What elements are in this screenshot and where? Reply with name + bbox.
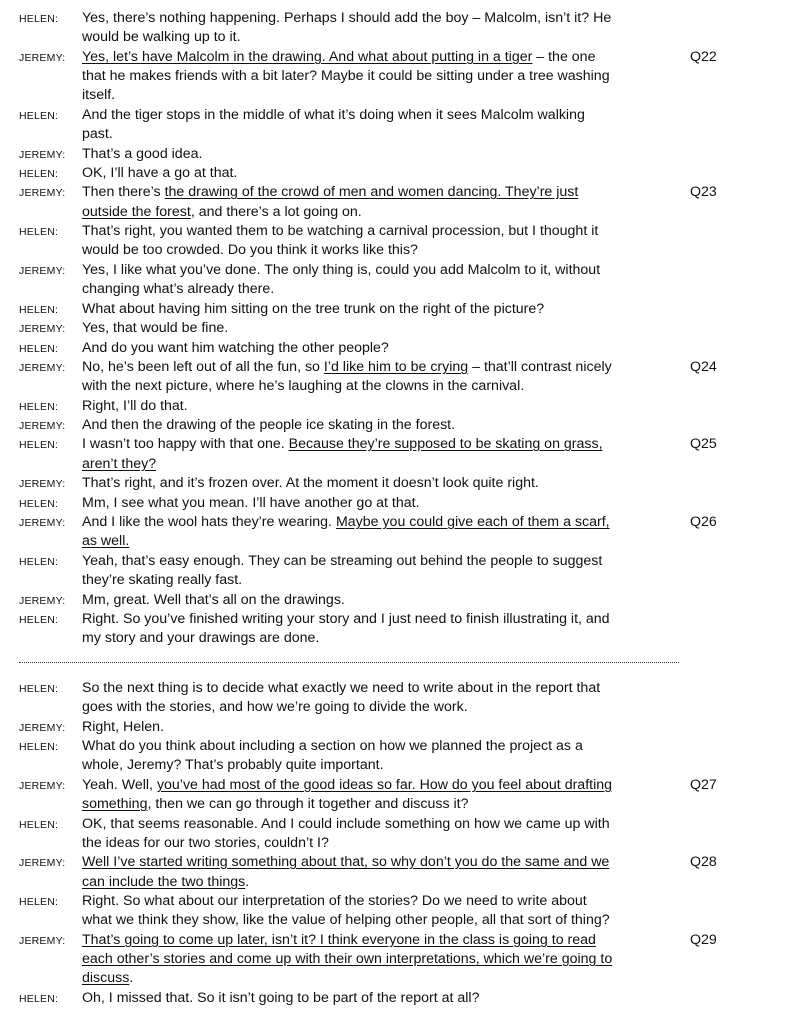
transcript-line	[0, 183, 789, 202]
transcript-line	[0, 125, 789, 144]
dialogue-text	[82, 552, 602, 571]
text-segment: .	[129, 970, 134, 986]
dialogue-text	[82, 319, 228, 338]
speaker-label: HELEN:	[19, 819, 59, 831]
transcript-line	[0, 28, 789, 47]
speaker-label: HELEN:	[19, 498, 59, 510]
transcript-line	[0, 513, 789, 532]
text-segment: Then there’s	[82, 184, 165, 200]
text-segment: Mm, I see what you mean. I’ll have another go at that.	[82, 495, 420, 511]
underlined-answer-text: Maybe you could give each of them a scarf,	[335, 514, 610, 530]
dialogue-text	[82, 494, 420, 513]
text-segment: And do you want him watching the other people?	[82, 340, 389, 356]
transcript-line	[0, 416, 789, 435]
underlined-answer-text: as well.	[82, 533, 130, 549]
dialogue-text	[82, 911, 610, 930]
dialogue-text	[82, 474, 539, 493]
speaker-label: JEREMY:	[19, 722, 66, 734]
underlined-answer-text: Because they’re supposed to be skating on grass,	[288, 436, 603, 452]
text-segment: What do you think about including a section on how we planned the project as a	[82, 738, 583, 754]
speaker-label: HELEN:	[19, 439, 59, 451]
question-number: Q27	[690, 777, 717, 793]
transcript-line	[0, 718, 789, 737]
text-segment: past.	[82, 126, 113, 142]
underlined-answer-text: outside the forest	[82, 204, 191, 220]
text-segment: my story and your drawings are done.	[82, 630, 320, 646]
transcript-line	[0, 474, 789, 493]
transcript-line	[0, 737, 789, 756]
text-segment: would be walking up to it.	[82, 29, 241, 45]
transcript-line	[0, 873, 789, 892]
transcript-line	[0, 358, 789, 377]
speaker-label: HELEN:	[19, 896, 59, 908]
speaker-label: HELEN:	[19, 401, 59, 413]
underlined-answer-text: Yes, let’s have Malcolm in the drawing. And what about putting in a tiger	[82, 49, 533, 65]
dialogue-text	[82, 532, 129, 551]
transcript-line	[0, 795, 789, 814]
question-number: Q25	[690, 436, 717, 452]
dialogue-text	[82, 145, 202, 164]
transcript-line	[0, 494, 789, 513]
dialogue-text	[82, 571, 242, 590]
dialogue-text	[82, 164, 237, 183]
dialogue-text	[82, 756, 384, 775]
dialogue-text	[82, 358, 612, 377]
text-segment: OK, that seems reasonable. And I could include something on how we came up with	[82, 816, 610, 832]
speaker-label: JEREMY:	[19, 517, 66, 529]
transcript-line	[0, 86, 789, 105]
dialogue-text	[82, 183, 578, 202]
speaker-label: JEREMY:	[19, 149, 66, 161]
speaker-label: HELEN:	[19, 304, 59, 316]
underlined-answer-text: you’ve had most of the good ideas so far. How do you feel about drafting	[156, 777, 613, 793]
dialogue-text	[82, 591, 345, 610]
transcript-line	[0, 610, 789, 629]
underlined-answer-text: discuss	[82, 970, 130, 986]
text-segment: – that’ll contrast nicely	[468, 359, 612, 375]
transcript-line	[0, 339, 789, 358]
text-segment: with the next picture, where he’s laughing at the clowns in the carnival.	[82, 378, 525, 394]
speaker-label: JEREMY:	[19, 935, 66, 947]
text-segment: And then the drawing of the people ice skating in the forest.	[82, 417, 456, 433]
dialogue-text	[82, 86, 115, 105]
dialogue-text	[82, 280, 274, 299]
dialogue-text	[82, 416, 455, 435]
underlined-answer-text: the drawing of the crowd of men and women dancing. They’re just	[164, 184, 579, 200]
dialogue-text	[82, 698, 468, 717]
dialogue-text	[82, 377, 524, 396]
dialogue-text	[82, 737, 583, 756]
speaker-label: JEREMY:	[19, 187, 66, 199]
text-segment: what we think they show, like the value of helping other people, all that sort of thing?	[82, 912, 610, 928]
dialogue-text	[82, 795, 468, 814]
speaker-label: JEREMY:	[19, 857, 66, 869]
transcript-line	[0, 300, 789, 319]
text-segment: OK, I’ll have a go at that.	[82, 165, 238, 181]
dialogue-text	[82, 48, 595, 67]
dialogue-text	[82, 873, 249, 892]
text-segment: Mm, great. Well that’s all on the drawings.	[82, 592, 345, 608]
speaker-label: JEREMY:	[19, 420, 66, 432]
dialogue-text	[82, 969, 133, 988]
underlined-answer-text: aren’t they?	[82, 456, 157, 472]
question-number: Q23	[690, 184, 717, 200]
dialogue-text	[82, 513, 610, 532]
speaker-label: HELEN:	[19, 741, 59, 753]
question-number: Q28	[690, 854, 717, 870]
dialogue-text	[82, 9, 611, 28]
text-segment: that he makes friends with a bit later? Maybe it could be sitting under a tree washing	[82, 68, 610, 84]
text-segment: What about having him sitting on the tree trunk on the right of the picture?	[82, 301, 545, 317]
text-segment: Right, I’ll do that.	[82, 398, 188, 414]
transcript-line	[0, 435, 789, 454]
transcript-line	[0, 776, 789, 795]
dialogue-text	[82, 339, 389, 358]
transcript-line	[0, 280, 789, 299]
dialogue-text	[82, 815, 610, 834]
transcript-line	[0, 532, 789, 551]
transcript-line	[0, 815, 789, 834]
dialogue-text	[82, 67, 610, 86]
transcript-line	[0, 455, 789, 474]
transcript-line	[0, 892, 789, 911]
text-segment: That’s a good idea.	[82, 146, 203, 162]
text-segment: That’s right, and it’s frozen over. At the moment it doesn’t look quite right.	[82, 475, 539, 491]
dialogue-text	[82, 989, 479, 1008]
underlined-answer-text: can include the two things	[82, 874, 246, 890]
text-segment: Yes, I like what you’ve done. The only thing is, could you add Malcolm to it, without	[82, 262, 601, 278]
text-segment: No, he’s been left out of all the fun, so	[82, 359, 324, 375]
text-segment: That’s right, you wanted them to be watching a carnival procession, but I thought it	[82, 223, 599, 239]
transcript-line	[0, 698, 789, 717]
text-segment: And I like the wool hats they’re wearing.	[82, 514, 336, 530]
dialogue-text	[82, 776, 612, 795]
speaker-label: JEREMY:	[19, 323, 66, 335]
transcript-line	[0, 203, 789, 222]
transcript-line	[0, 164, 789, 183]
text-segment: itself.	[82, 87, 116, 103]
transcript-line	[0, 106, 789, 125]
transcript-line	[0, 950, 789, 969]
speaker-label: JEREMY:	[19, 265, 66, 277]
underlined-answer-text: That’s going to come up later, isn’t it? I think everyone in the class is going to read	[82, 932, 596, 948]
text-segment: Right. So what about our interpretation of the stories? Do we need to write about	[82, 893, 587, 909]
transcript-line	[0, 629, 789, 648]
dialogue-text	[82, 679, 600, 698]
dialogue-text	[82, 853, 609, 872]
underlined-answer-text: I’d like him to be crying	[323, 359, 469, 375]
dialogue-text	[82, 261, 600, 280]
dialogue-text	[82, 222, 598, 241]
transcript-line	[0, 756, 789, 775]
underlined-answer-text: each other’s stories and come up with their own interpretations, which we’re going to	[82, 951, 613, 967]
dialogue-text	[82, 834, 329, 853]
underlined-answer-text: something	[82, 796, 148, 812]
speaker-label: JEREMY:	[19, 362, 66, 374]
dialogue-text	[82, 718, 164, 737]
transcript-line	[0, 911, 789, 930]
transcript-line	[0, 222, 789, 241]
text-segment: Right, Helen.	[82, 719, 165, 735]
speaker-label: HELEN:	[19, 343, 59, 355]
text-segment: , and there’s a lot going on.	[190, 204, 362, 220]
text-segment: Right. So you’ve finished writing your story and I just need to finish illustrating it, and	[82, 611, 610, 627]
underlined-answer-text: Well I’ve started writing something about that, so why don’t you do the same and we	[82, 854, 610, 870]
text-segment: – the one	[532, 49, 596, 65]
speaker-label: HELEN:	[19, 168, 59, 180]
dialogue-text	[82, 28, 241, 47]
text-segment: whole, Jeremy? That’s probably quite important.	[82, 757, 384, 773]
text-segment: they’re skating really fast.	[82, 572, 243, 588]
text-segment: Oh, I missed that. So it isn’t going to be part of the report at all?	[82, 990, 480, 1006]
text-segment: I wasn’t too happy with that one.	[82, 436, 289, 452]
text-segment: And the tiger stops in the middle of what it’s doing when it sees Malcolm walking	[82, 107, 585, 123]
dialogue-text	[82, 629, 319, 648]
text-segment: goes with the stories, and how we’re going to divide the work.	[82, 699, 468, 715]
transcript-line	[0, 931, 789, 950]
dialogue-text	[82, 241, 418, 260]
dialogue-text	[82, 610, 610, 629]
speaker-label: JEREMY:	[19, 780, 66, 792]
text-segment: Yeah. Well,	[82, 777, 157, 793]
question-number: Q22	[690, 49, 717, 65]
dialogue-text	[82, 106, 585, 125]
text-segment: the ideas for our two stories, couldn’t I?	[82, 835, 329, 851]
transcript-line	[0, 48, 789, 67]
dialogue-text	[82, 125, 113, 144]
speaker-label: JEREMY:	[19, 595, 66, 607]
text-segment: changing what’s already there.	[82, 281, 275, 297]
transcript-line	[0, 989, 789, 1008]
transcript-line	[0, 679, 789, 698]
dialogue-text	[82, 892, 587, 911]
speaker-label: HELEN:	[19, 226, 59, 238]
dialogue-text	[82, 950, 612, 969]
speaker-label: JEREMY:	[19, 52, 66, 64]
transcript-line	[0, 853, 789, 872]
transcript-line	[0, 241, 789, 260]
question-number: Q29	[690, 932, 717, 948]
transcript-line	[0, 145, 789, 164]
dialogue-text	[82, 455, 156, 474]
transcript-line	[0, 591, 789, 610]
speaker-label: HELEN:	[19, 556, 59, 568]
text-segment: Yes, that would be fine.	[82, 320, 229, 336]
question-number: Q26	[690, 514, 717, 530]
dialogue-text	[82, 435, 603, 454]
transcript-line	[0, 571, 789, 590]
transcript-line	[0, 969, 789, 988]
text-segment: , then we can go through it together and discuss it?	[147, 796, 469, 812]
transcript-line	[0, 397, 789, 416]
speaker-label: HELEN:	[19, 614, 59, 626]
text-segment: .	[245, 874, 250, 890]
dialogue-text	[82, 300, 544, 319]
speaker-label: HELEN:	[19, 683, 59, 695]
transcript-line	[0, 9, 789, 28]
text-segment: Yes, there’s nothing happening. Perhaps I should add the boy – Malcolm, isn’t it? He	[82, 10, 612, 26]
text-segment: Yeah, that’s easy enough. They can be streaming out behind the people to suggest	[82, 553, 603, 569]
dialogue-text	[82, 397, 188, 416]
text-segment: would be too crowded. Do you think it works like this?	[82, 242, 418, 258]
speaker-label: JEREMY:	[19, 478, 66, 490]
question-number: Q24	[690, 359, 717, 375]
section-separator	[19, 662, 679, 663]
speaker-label: HELEN:	[19, 13, 59, 25]
transcript-line	[0, 377, 789, 396]
dialogue-text	[82, 931, 596, 950]
speaker-label: HELEN:	[19, 110, 59, 122]
transcript-line	[0, 261, 789, 280]
transcript-line	[0, 834, 789, 853]
speaker-label: HELEN:	[19, 993, 59, 1005]
transcript-line	[0, 552, 789, 571]
text-segment: So the next thing is to decide what exactly we need to write about in the report that	[82, 680, 601, 696]
transcript-line	[0, 319, 789, 338]
transcript-line	[0, 67, 789, 86]
dialogue-text	[82, 203, 362, 222]
